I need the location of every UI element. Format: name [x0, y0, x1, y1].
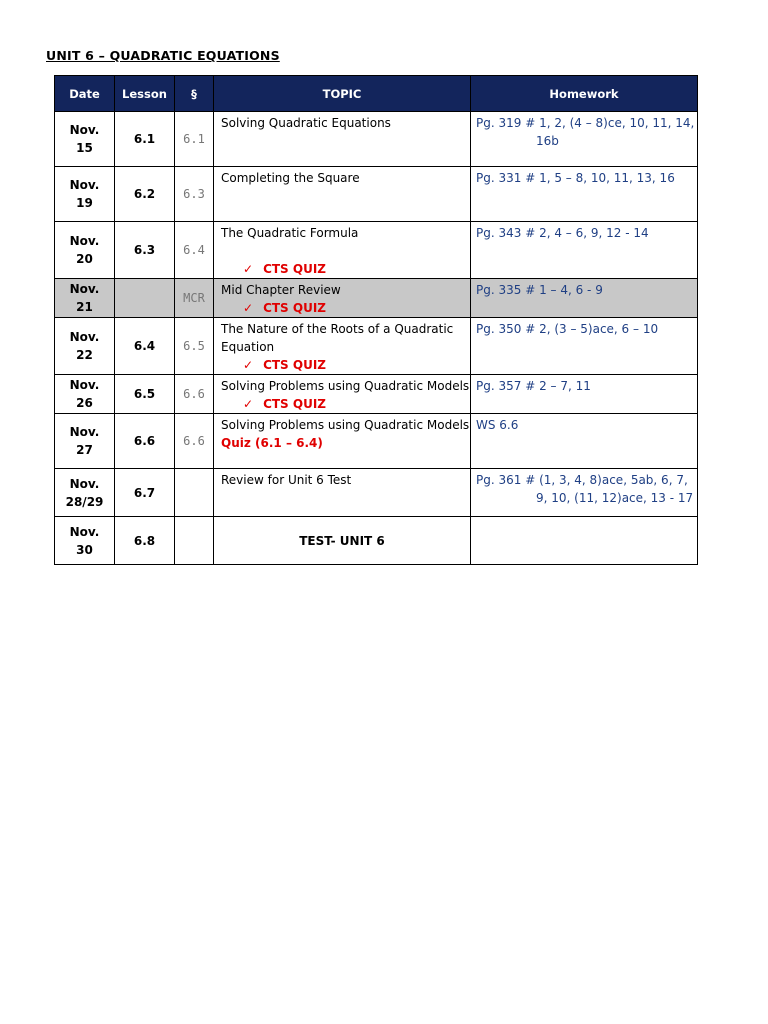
date-day: 21 — [76, 300, 93, 314]
table-row — [55, 375, 698, 414]
topic-cell — [214, 469, 471, 517]
date-day: 19 — [76, 196, 93, 210]
cts-quiz-label: ✓ CTS QUIZ — [243, 301, 326, 315]
topic-cell — [214, 517, 471, 565]
topic-cell — [214, 222, 471, 279]
date-cell — [55, 167, 115, 222]
table-header-row — [55, 76, 698, 112]
header-lesson: Lesson — [115, 76, 175, 112]
check-icon: ✓ — [243, 358, 254, 372]
lesson-cell: 6.6 — [115, 414, 175, 469]
date-month: Nov. — [69, 178, 100, 192]
date-day: 15 — [76, 141, 93, 155]
table-row — [55, 517, 698, 565]
table-row — [55, 469, 698, 517]
test-label: TEST- UNIT 6 — [299, 533, 385, 548]
topic-cell — [214, 414, 471, 469]
topic-text: Solving Problems using Quadratic Models — [221, 379, 470, 393]
lesson-cell: 6.4 — [115, 318, 175, 375]
table-row — [55, 112, 698, 167]
homework-text: Pg. 361 # (1, 3, 4, 8)ace, 5ab, 6, 7, — [476, 473, 688, 487]
date-month: Nov. — [69, 378, 100, 392]
topic-cell — [214, 375, 471, 414]
topic-cell — [214, 112, 471, 167]
section-cell — [175, 517, 214, 565]
topic-text: The Quadratic Formula — [221, 226, 359, 240]
date-cell — [55, 517, 115, 565]
homework-text: Pg. 319 # 1, 2, (4 – 8)ce, 10, 11, 14, — [476, 116, 695, 130]
homework-cell — [471, 469, 698, 517]
section-cell: 6.4 — [175, 222, 214, 279]
check-icon: ✓ — [243, 262, 254, 276]
homework-text: Pg. 335 # 1 – 4, 6 - 9 — [476, 283, 603, 297]
section-cell: 6.1 — [175, 112, 214, 167]
date-day: 26 — [76, 396, 93, 410]
topic-text: Mid Chapter Review — [221, 283, 341, 297]
homework-cell — [471, 375, 698, 414]
homework-text: Pg. 357 # 2 – 7, 11 — [476, 379, 591, 393]
date-cell — [55, 279, 115, 318]
topic-cell — [214, 318, 471, 375]
check-icon: ✓ — [243, 397, 254, 411]
date-month: Nov. — [69, 425, 100, 439]
date-cell — [55, 222, 115, 279]
topic-text: Review for Unit 6 Test — [221, 473, 352, 487]
quiz-label: Quiz (6.1 – 6.4) — [221, 436, 323, 450]
check-icon: ✓ — [243, 301, 254, 315]
cts-quiz-label: ✓ CTS QUIZ — [243, 358, 326, 372]
section-cell: 6.5 — [175, 318, 214, 375]
homework-text: WS 6.6 — [476, 418, 519, 432]
table-row — [55, 222, 698, 279]
date-month: Nov. — [69, 123, 100, 137]
section-cell: 6.6 — [175, 375, 214, 414]
lesson-cell: 6.1 — [115, 112, 175, 167]
date-day: 22 — [76, 348, 93, 362]
lesson-cell: 6.2 — [115, 167, 175, 222]
date-cell — [55, 469, 115, 517]
homework-cell — [471, 318, 698, 375]
lesson-cell: 6.7 — [115, 469, 175, 517]
lesson-cell: 6.3 — [115, 222, 175, 279]
header-homework: Homework — [471, 76, 698, 112]
date-cell — [55, 414, 115, 469]
homework-cell — [471, 222, 698, 279]
date-cell — [55, 112, 115, 167]
cts-quiz-label: ✓ CTS QUIZ — [243, 262, 326, 276]
homework-cell — [471, 517, 698, 565]
date-month: Nov. — [69, 330, 100, 344]
schedule-table — [54, 75, 698, 565]
date-day: 28/29 — [65, 494, 104, 509]
lesson-cell: 6.8 — [115, 517, 175, 565]
table-row — [55, 318, 698, 375]
homework-cell — [471, 279, 698, 318]
table-row — [55, 414, 698, 469]
topic-text: Solving Quadratic Equations — [221, 116, 391, 130]
homework-cell — [471, 414, 698, 469]
header-topic: TOPIC — [214, 76, 471, 112]
document-title: UNIT 6 – QUADRATIC EQUATIONS — [46, 48, 280, 63]
topic-cell — [214, 167, 471, 222]
topic-text: Completing the Square — [221, 171, 360, 185]
date-month: Nov. — [69, 282, 100, 296]
date-month: Nov. — [69, 234, 100, 248]
date-month: Nov. — [69, 524, 100, 539]
topic-text: Solving Problems using Quadratic Models — [221, 418, 470, 432]
homework-text: Pg. 350 # 2, (3 – 5)ace, 6 – 10 — [476, 322, 659, 336]
lesson-cell: 6.5 — [115, 375, 175, 414]
header-date: Date — [55, 76, 115, 112]
date-month: Nov. — [69, 476, 100, 491]
date-day: 27 — [76, 443, 93, 457]
homework-text: Pg. 343 # 2, 4 – 6, 9, 12 - 14 — [476, 226, 649, 240]
cts-quiz-label: ✓ CTS QUIZ — [243, 397, 326, 411]
header-section: § — [175, 76, 214, 112]
date-cell — [55, 318, 115, 375]
homework-cell — [471, 112, 698, 167]
table-row — [55, 279, 698, 318]
date-day: 20 — [76, 252, 93, 266]
lesson-cell — [115, 279, 175, 318]
homework-text: Pg. 331 # 1, 5 – 8, 10, 11, 13, 16 — [476, 171, 675, 185]
date-day: 30 — [76, 542, 93, 557]
section-cell: MCR — [175, 279, 214, 318]
date-cell — [55, 375, 115, 414]
section-cell — [175, 469, 214, 517]
homework-text-cont: 9, 10, (11, 12)ace, 13 - 17 — [536, 491, 694, 505]
topic-cell — [214, 279, 471, 318]
table-row — [55, 167, 698, 222]
section-cell: 6.6 — [175, 414, 214, 469]
topic-text: The Nature of the Roots of a Quadratic Equation — [221, 322, 454, 354]
section-cell: 6.3 — [175, 167, 214, 222]
homework-cell — [471, 167, 698, 222]
homework-text-cont: 16b — [536, 134, 559, 148]
